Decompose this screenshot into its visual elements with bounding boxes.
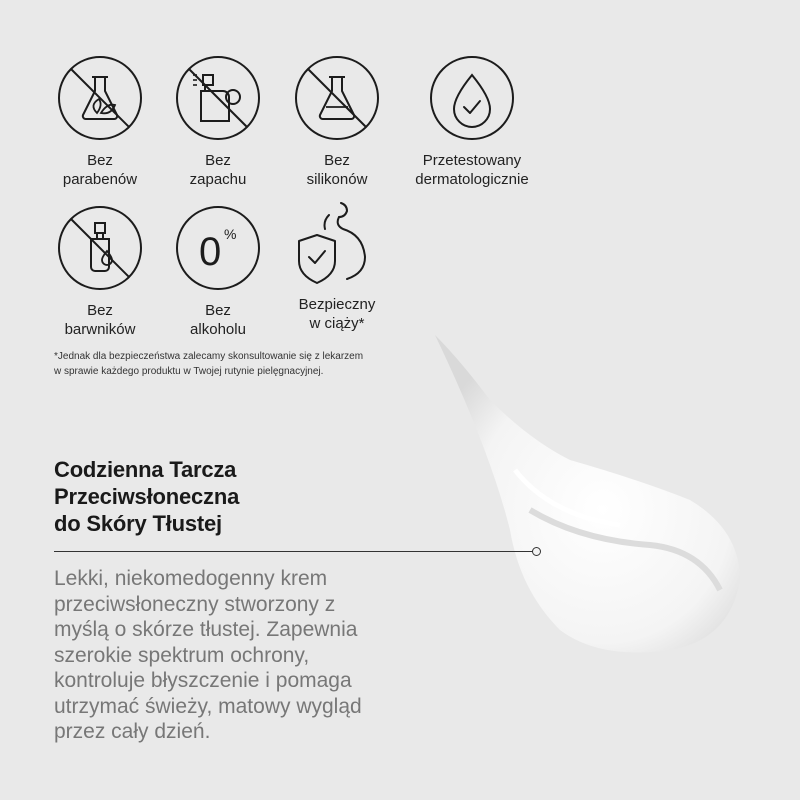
- feature-label: Bez parabenów: [62, 152, 138, 188]
- feature-pregnancy-safe: [272, 195, 402, 333]
- feature-dermatologically-tested: [397, 55, 547, 189]
- zero-glyph: 0: [199, 230, 222, 274]
- feature-label: Bezpieczny w ciąży*: [298, 296, 376, 332]
- dermatologically-tested-icon: [429, 55, 515, 141]
- feature-label: Bez zapachu: [189, 152, 247, 188]
- divider-dot: [532, 547, 541, 556]
- percent-glyph: %: [224, 226, 237, 242]
- no-alcohol-icon: [175, 205, 261, 291]
- feature-no-fragrance: [153, 55, 283, 189]
- no-fragrance-icon: [175, 55, 261, 141]
- product-title: Codzienna Tarcza Przeciwsłoneczna do Skóry Tłustej: [54, 457, 240, 536]
- feature-label: Bez barwników: [64, 302, 136, 338]
- divider-line: [54, 551, 534, 552]
- product-description: Lekki, niekomedogenny krem przeciwsłoneczny stworzony z myślą o skórze tłustej. Zapewnia szerokie spektrum ochrony, kontroluje błyszczenie i pomaga utrzymać świeży, matowy wygląd przez cały dzień.: [54, 567, 362, 743]
- no-silicones-icon: [294, 55, 380, 141]
- feature-no-parabens: [35, 55, 165, 189]
- cream-swatch-image: [420, 330, 800, 680]
- no-parabens-icon: [57, 55, 143, 141]
- feature-label: Przetestowany dermatologicznie: [415, 152, 529, 188]
- footnote: *Jednak dla bezpieczeństwa zalecamy skonsultowanie się z lekarzem w sprawie każdego produktu w Twojej rutynie pielęgnacyjnej.: [54, 351, 364, 377]
- no-dyes-icon: [57, 205, 143, 291]
- feature-no-alcohol: [153, 205, 283, 339]
- feature-no-silicones: [272, 55, 402, 189]
- feature-label: Bez alkoholu: [190, 302, 246, 338]
- pregnancy-safe-icon: [289, 195, 385, 291]
- feature-no-dyes: [35, 205, 165, 339]
- feature-label: Bez silikonów: [306, 152, 368, 188]
